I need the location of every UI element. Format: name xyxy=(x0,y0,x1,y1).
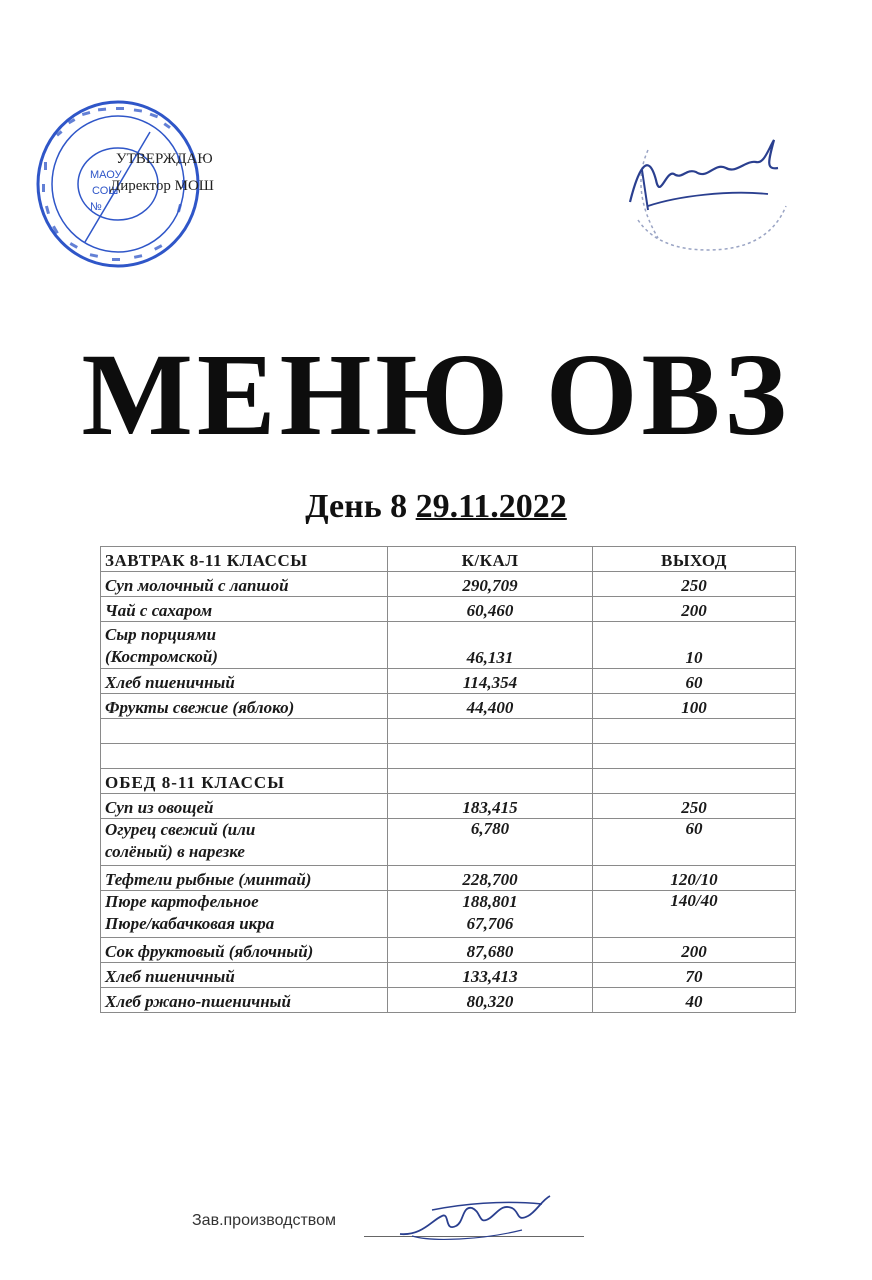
day-heading xyxy=(0,488,872,526)
dish-kcal: 60,460 xyxy=(388,597,593,622)
dish-kcal: 6,780 xyxy=(388,819,593,866)
day-date: 29.11.2022 xyxy=(415,488,567,525)
svg-text:МАОУ: МАОУ xyxy=(90,169,122,181)
dish-kcal: 87,680 xyxy=(388,938,593,963)
dish-kcal: 44,400 xyxy=(388,694,593,719)
dish-name: Сок фруктовый (яблочный) xyxy=(101,938,388,963)
table-row xyxy=(101,819,796,866)
dish-output: 250 xyxy=(593,794,796,819)
dish-kcal: 188,801 67,706 xyxy=(388,891,593,938)
dish-kcal: 290,709 xyxy=(388,572,593,597)
table-header-row xyxy=(101,547,796,572)
dish-name: Хлеб пшеничный xyxy=(101,669,388,694)
dish-output: 60 xyxy=(593,819,796,866)
dish-output: 10 xyxy=(593,622,796,669)
header-meal: ЗАВТРАК 8-11 КЛАССЫ xyxy=(101,547,388,572)
section-row-lunch xyxy=(101,769,796,794)
table-row xyxy=(101,694,796,719)
dish-name: Огурец свежий (или солёный) в нарезке xyxy=(101,819,388,866)
table-row xyxy=(101,963,796,988)
header-output: ВЫХОД xyxy=(593,547,796,572)
dish-output: 140/40 xyxy=(593,891,796,938)
table-row xyxy=(101,794,796,819)
dish-output: 120/10 xyxy=(593,866,796,891)
dish-name: Суп из овощей xyxy=(101,794,388,819)
dish-kcal: 46,131 xyxy=(388,622,593,669)
production-manager-signature xyxy=(392,1186,562,1246)
footer-label: Зав.производством xyxy=(192,1212,336,1229)
dish-kcal: 114,354 xyxy=(388,669,593,694)
dish-name: Чай с сахаром xyxy=(101,597,388,622)
svg-text:№: № xyxy=(90,201,102,213)
dish-kcal: 80,320 xyxy=(388,988,593,1013)
section-title-lunch: ОБЕД 8-11 КЛАССЫ xyxy=(101,769,388,794)
dish-kcal: 228,700 xyxy=(388,866,593,891)
dish-name: Фрукты свежие (яблоко) xyxy=(101,694,388,719)
svg-text:СОШ: СОШ xyxy=(92,185,119,197)
approval-block xyxy=(92,150,214,196)
dish-output: 200 xyxy=(593,938,796,963)
approval-line-2: Директор МОШ xyxy=(110,178,214,194)
dish-output: 100 xyxy=(593,694,796,719)
dish-name: Хлеб ржано-пшеничный xyxy=(101,988,388,1013)
dish-output: 40 xyxy=(593,988,796,1013)
dish-kcal: 183,415 xyxy=(388,794,593,819)
dish-name: Пюре картофельное Пюре/кабачковая икра xyxy=(101,891,388,938)
table-row xyxy=(101,597,796,622)
dish-name: Суп молочный с лапшой xyxy=(101,572,388,597)
director-signature xyxy=(618,110,798,260)
page-title: МЕНЮ ОВЗ xyxy=(81,329,791,460)
table-row xyxy=(101,572,796,597)
dish-output: 60 xyxy=(593,669,796,694)
menu-table xyxy=(100,546,796,1013)
table-row xyxy=(101,669,796,694)
dish-output: 200 xyxy=(593,597,796,622)
day-label: День 8 xyxy=(305,488,408,525)
table-row xyxy=(101,988,796,1013)
dish-kcal: 133,413 xyxy=(388,963,593,988)
dish-output: 70 xyxy=(593,963,796,988)
empty-row xyxy=(101,719,796,744)
empty-row xyxy=(101,744,796,769)
table-row xyxy=(101,866,796,891)
table-row xyxy=(101,622,796,669)
dish-output: 250 xyxy=(593,572,796,597)
dish-name: Тефтели рыбные (минтай) xyxy=(101,866,388,891)
dish-name: Сыр порциями (Костромской) xyxy=(101,622,388,669)
table-row xyxy=(101,938,796,963)
table-row xyxy=(101,891,796,938)
approval-line-1: УТВЕРЖДАЮ xyxy=(116,151,213,167)
header-kcal: К/КАЛ xyxy=(388,547,593,572)
dish-name: Хлеб пшеничный xyxy=(101,963,388,988)
